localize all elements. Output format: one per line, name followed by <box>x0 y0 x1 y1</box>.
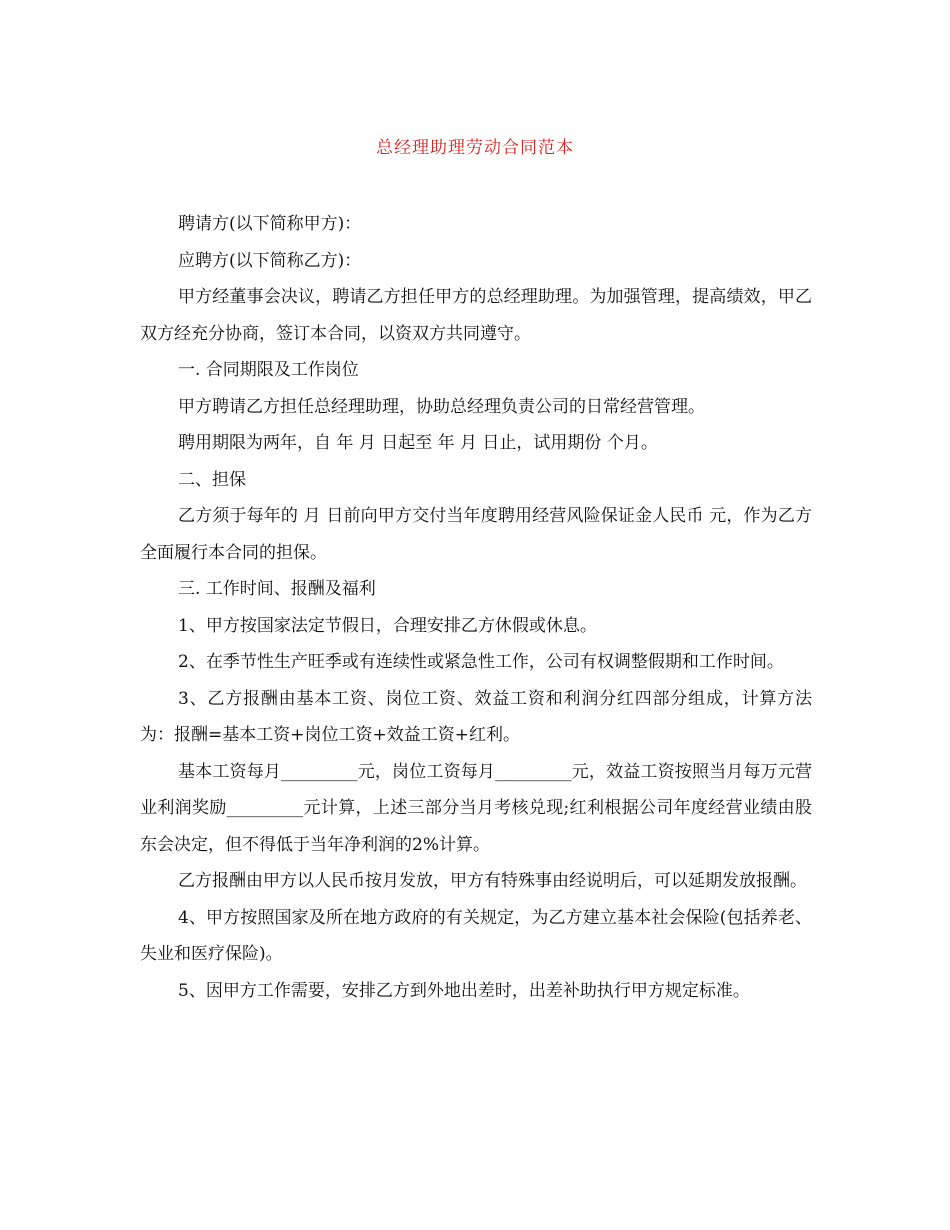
document-title: 总经理助理劳动合同范本 <box>376 138 574 158</box>
document-body <box>140 206 812 1009</box>
paragraph: 乙方须于每年的 月 日前向甲方交付当年度聘用经营风险保证金人民币 元，作为乙方全面履行本合同的担保。 <box>140 506 812 563</box>
list-item: 3、乙方报酬由基本工资、岗位工资、效益工资和利润分红四部分组成，计算方法为：报酬=基本工资+岗位工资+效益工资+红利。 <box>140 688 812 745</box>
section-heading: 二、担保 <box>178 469 246 490</box>
section-heading: 三. 工作时间、报酬及福利 <box>178 579 376 599</box>
list-item: 4、甲方按照国家及所在地方政府的有关规定，为乙方建立基本社会保险(包括养老、失业和医疗保险)。 <box>140 907 812 964</box>
paragraph: 甲方聘请乙方担任总经理助理，协助总经理负责公司的日常经营管理。 <box>178 396 705 417</box>
list-item: 1、甲方按国家法定节假日，合理安排乙方休假或休息。 <box>178 615 597 636</box>
paragraph: 应聘方(以下简称乙方)： <box>178 250 362 271</box>
paragraph: 聘用期限为两年，自 年 月 日起至 年 月 日止，试用期份 个月。 <box>178 433 658 453</box>
paragraph: 甲方经董事会决议，聘请乙方担任甲方的总经理助理。为加强管理，提高绩效，甲乙双方经充分协商，签订本合同，以资双方共同遵守。 <box>140 287 812 344</box>
section-heading: 一. 合同期限及工作岗位 <box>178 360 359 380</box>
list-item: 5、因甲方工作需要，安排乙方到外地出差时，出差补助执行甲方规定标准。 <box>178 980 750 1001</box>
paragraph: 基本工资每月_________元，岗位工资每月_________元，效益工资按照当月每万元营业利润奖励_________元计算，上述三部分当月考核兑现;红利根据公司年度经营业绩由股东会决定，但不得低于当年净利润的2%计算。 <box>140 761 812 855</box>
paragraph: 乙方报酬由甲方以人民币按月发放，甲方有特殊事由经说明后，可以延期发放报酬。 <box>178 871 807 891</box>
paragraph: 聘请方(以下简称甲方)： <box>178 214 362 234</box>
list-item: 2、在季节性生产旺季或有连续性或紧急性工作，公司有权调整假期和工作时间。 <box>178 652 784 672</box>
